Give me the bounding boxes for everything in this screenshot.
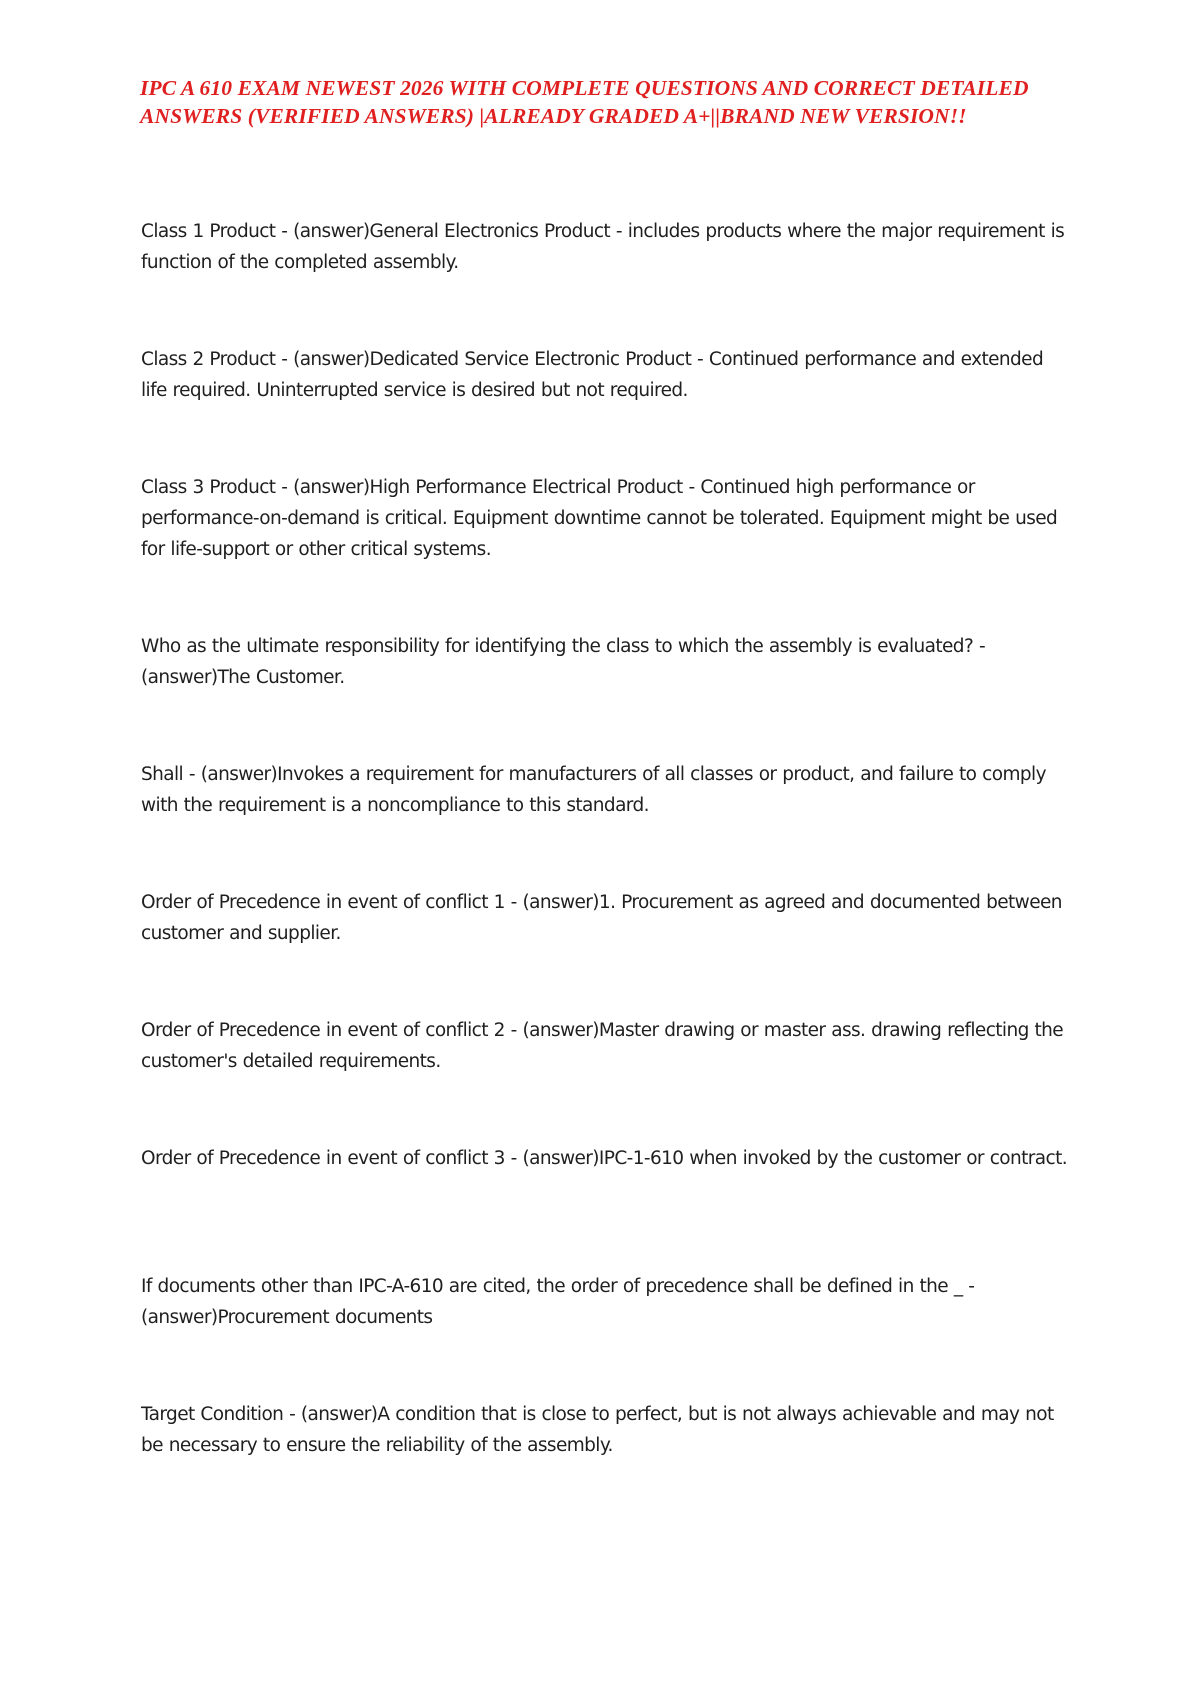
qa-entry-other-documents: If documents other than IPC-A-610 are cited, the order of precedence shall be defined in the _ - (answer)Procurement documents: [141, 1276, 975, 1328]
qa-entry-class-1-product: Class 1 Product - (answer)General Electronics Product - includes products where the major requirement is function of the completed assembly.: [141, 221, 1065, 273]
qa-entry-class-responsibility: Who as the ultimate responsibility for identifying the class to which the assembly is evaluated? - (answer)The Customer.: [141, 636, 986, 688]
qa-entry-class-2-product: Class 2 Product - (answer)Dedicated Service Electronic Product - Continued performance and extended life required. Uninterrupted service is desired but not required.: [141, 349, 1044, 401]
qa-entry-precedence-3: Order of Precedence in event of conflict 3 - (answer)IPC-1-610 when invoked by the customer or contract.: [141, 1148, 1068, 1169]
qa-entry-precedence-2: Order of Precedence in event of conflict 2 - (answer)Master drawing or master ass. drawing reflecting the customer's detailed requirements.: [141, 1020, 1064, 1072]
qa-entry-class-3-product: Class 3 Product - (answer)High Performance Electrical Product - Continued high performance or performance-on-demand is critical. Equipment downtime cannot be tolerated. Equipment might be used for life-support or other critical systems.: [141, 477, 1058, 560]
qa-entry-shall: Shall - (answer)Invokes a requirement for manufacturers of all classes or product, and failure to comply with the requirement is a noncompliance to this standard.: [141, 764, 1046, 816]
document-title: IPC A 610 EXAM NEWEST 2026 WITH COMPLETE QUESTIONS AND CORRECT DETAILED ANSWERS (VERIFIED ANSWERS) |ALREADY GRADED A+||BRAND NEW VERSION!!: [140, 76, 1029, 128]
qa-entry-target-condition: Target Condition - (answer)A condition that is close to perfect, but is not always achievable and may not be necessary to ensure the reliability of the assembly.: [141, 1404, 1054, 1456]
qa-entry-precedence-1: Order of Precedence in event of conflict 1 - (answer)1. Procurement as agreed and documented between customer and supplier.: [141, 892, 1062, 944]
